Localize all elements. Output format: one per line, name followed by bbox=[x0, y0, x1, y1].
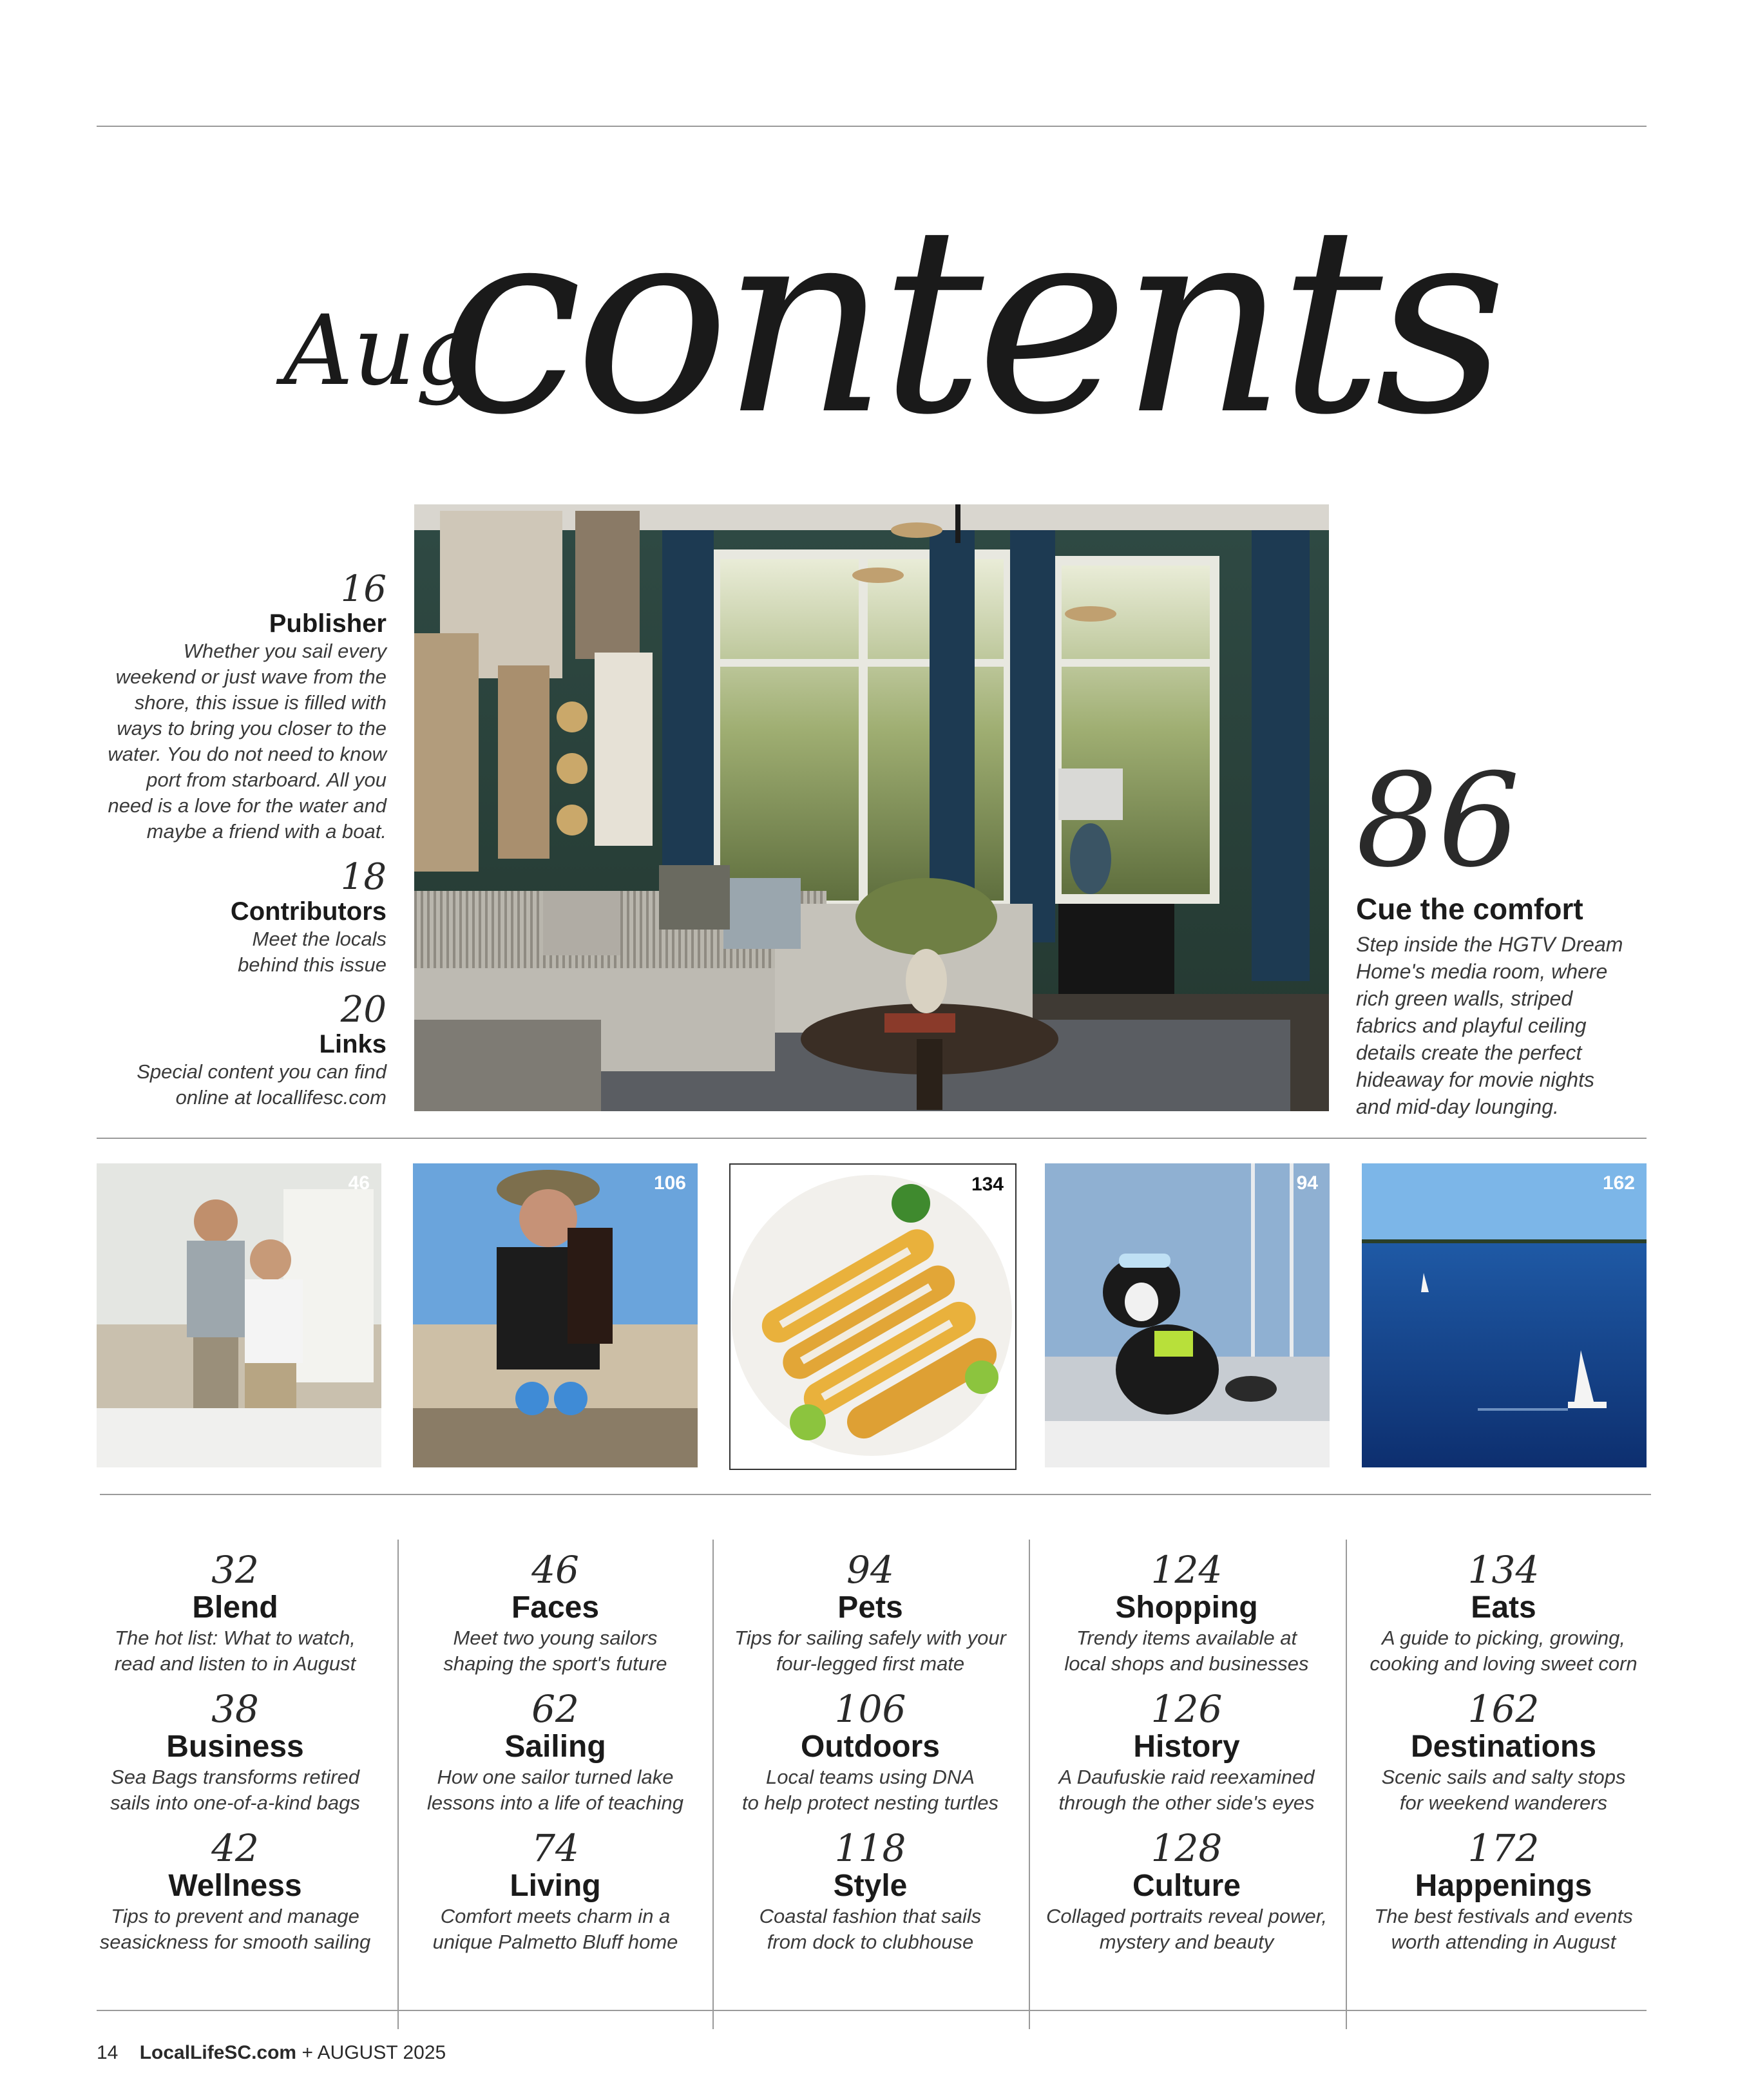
page-number: 118 bbox=[834, 1826, 906, 1870]
page-number: 128 bbox=[1151, 1826, 1223, 1870]
section-title: Wellness bbox=[168, 1869, 302, 1903]
section-description: Tips for sailing safely with your four-legged first mate bbox=[734, 1627, 1006, 1675]
page-footer bbox=[97, 2042, 446, 2064]
page-number: 20 bbox=[340, 989, 387, 1031]
page-number: 134 bbox=[1467, 1548, 1540, 1592]
page-number: 38 bbox=[211, 1687, 259, 1731]
footer-site-link[interactable]: LocalLifeSC.com bbox=[139, 2042, 297, 2063]
page-title: contents bbox=[438, 172, 1500, 472]
feature-description: Step inside the HGTV Dream Home's media room, where rich green walls, striped fabrics and playful ceiling details create the perfect hideaway for movie nights and mid-day lounging. bbox=[1356, 933, 1623, 1118]
toc-column-4 bbox=[1035, 1549, 1338, 1967]
feature-title: Cue the comfort bbox=[1356, 892, 1583, 926]
toc-item-pets[interactable] bbox=[719, 1549, 1022, 1688]
toc-column-5 bbox=[1352, 1549, 1655, 1967]
left-item-links[interactable] bbox=[84, 991, 387, 1111]
section-title: Publisher bbox=[269, 609, 387, 638]
section-title: History bbox=[1133, 1730, 1240, 1764]
thumb-page-number: 46 bbox=[348, 1172, 370, 1194]
thumb-page-number: 94 bbox=[1296, 1172, 1318, 1194]
section-description: Meet the locals behind this issue bbox=[238, 928, 387, 976]
section-title: Pets bbox=[837, 1590, 903, 1625]
page-number: 172 bbox=[1467, 1826, 1540, 1870]
toc-item-outdoors[interactable] bbox=[719, 1688, 1022, 1828]
section-title: Business bbox=[166, 1730, 304, 1764]
page-number: 32 bbox=[211, 1548, 259, 1592]
section-description: Sea Bags transforms retired sails into one-of-a-kind bags bbox=[110, 1766, 360, 1814]
toc-item-eats[interactable] bbox=[1352, 1549, 1655, 1688]
toc-item-history[interactable] bbox=[1035, 1688, 1338, 1828]
feature-bottom-rule bbox=[97, 1138, 1647, 1139]
section-title: Eats bbox=[1471, 1590, 1536, 1625]
thumbs-bottom-rule bbox=[100, 1494, 1651, 1495]
thumb-photo-sailing-dog[interactable] bbox=[1045, 1163, 1330, 1467]
toc-item-living[interactable] bbox=[404, 1828, 707, 1967]
toc-item-happenings[interactable] bbox=[1352, 1828, 1655, 1967]
thumb-photo-turtle-volunteer[interactable] bbox=[413, 1163, 698, 1467]
thumb-page-number: 162 bbox=[1602, 1172, 1635, 1194]
footer-page-number: 14 bbox=[97, 2042, 119, 2063]
toc-column-1 bbox=[84, 1549, 387, 1967]
section-description: How one sailor turned lake lessons into a life of teaching bbox=[426, 1766, 684, 1814]
section-title: Destinations bbox=[1410, 1730, 1597, 1764]
grid-divider-1 bbox=[397, 1540, 399, 2029]
section-description: Special content you can find online at locallifesc.com bbox=[137, 1060, 387, 1109]
toc-column-3 bbox=[719, 1549, 1022, 1967]
page-number: 162 bbox=[1467, 1687, 1540, 1731]
section-title: Shopping bbox=[1115, 1590, 1258, 1625]
section-title: Contributors bbox=[230, 897, 387, 926]
section-description: Whether you sail every weekend or just wave from the shore, this issue is filled with ways to bring you closer to the water. You do not need to know port from starboard. All you need is a love for the water and maybe a friend with a boat. bbox=[108, 640, 387, 843]
section-description: The hot list: What to watch, read and listen to in August bbox=[114, 1627, 356, 1675]
section-description: A guide to picking, growing, cooking and loving sweet corn bbox=[1370, 1627, 1638, 1675]
section-title: Blend bbox=[192, 1590, 278, 1625]
title-prefix: Aug bbox=[283, 295, 477, 407]
section-description: The best festivals and events worth attending in August bbox=[1374, 1905, 1633, 1953]
thumb-photo-young-sailors[interactable] bbox=[97, 1163, 381, 1467]
page-number: 62 bbox=[531, 1687, 579, 1731]
section-title: Faces bbox=[511, 1590, 600, 1625]
section-description: Scenic sails and salty stops for weekend wanderers bbox=[1381, 1766, 1626, 1814]
toc-item-destinations[interactable] bbox=[1352, 1688, 1655, 1828]
page-number: 46 bbox=[531, 1548, 579, 1592]
section-description: Trendy items available at local shops and businesses bbox=[1064, 1627, 1309, 1675]
section-title: Style bbox=[833, 1869, 908, 1903]
section-title: Culture bbox=[1132, 1869, 1241, 1903]
toc-item-style[interactable] bbox=[719, 1828, 1022, 1967]
thumb-page-number: 134 bbox=[971, 1174, 1004, 1195]
toc-item-blend[interactable] bbox=[84, 1549, 387, 1688]
page-number: 94 bbox=[846, 1548, 894, 1592]
section-description: Meet two young sailors shaping the sport's future bbox=[443, 1627, 667, 1675]
section-title: Links bbox=[319, 1030, 387, 1058]
section-title: Happenings bbox=[1415, 1869, 1592, 1903]
left-item-publisher[interactable] bbox=[84, 570, 387, 845]
toc-item-wellness[interactable] bbox=[84, 1828, 387, 1967]
feature-photo-living-room[interactable] bbox=[414, 504, 1329, 1111]
page-number: 42 bbox=[211, 1826, 259, 1870]
section-description: A Daufuskie raid reexamined through the other side's eyes bbox=[1058, 1766, 1315, 1814]
page-number: 16 bbox=[340, 568, 387, 610]
toc-item-culture[interactable] bbox=[1035, 1828, 1338, 1967]
section-title: Sailing bbox=[504, 1730, 606, 1764]
page-number: 126 bbox=[1151, 1687, 1223, 1731]
section-title: Outdoors bbox=[801, 1730, 940, 1764]
top-rule bbox=[97, 126, 1647, 127]
toc-item-business[interactable] bbox=[84, 1688, 387, 1828]
thumb-photo-sailboat-bay[interactable] bbox=[1362, 1163, 1647, 1467]
section-description: Comfort meets charm in a unique Palmetto Bluff home bbox=[432, 1905, 678, 1953]
section-title: Living bbox=[510, 1869, 601, 1903]
thumb-photo-street-corn[interactable] bbox=[729, 1163, 1017, 1470]
left-item-contributors[interactable] bbox=[84, 858, 387, 978]
section-description: Coastal fashion that sails from dock to clubhouse bbox=[759, 1905, 982, 1953]
page-number: 74 bbox=[531, 1826, 579, 1870]
footer-issue: AUGUST 2025 bbox=[317, 2042, 446, 2063]
grid-divider-3 bbox=[1029, 1540, 1030, 2029]
footer-separator: + bbox=[301, 2042, 313, 2063]
toc-item-faces[interactable] bbox=[404, 1549, 707, 1688]
page-number: 18 bbox=[340, 856, 387, 898]
grid-bottom-rule bbox=[97, 2010, 1647, 2011]
page-number: 124 bbox=[1151, 1548, 1223, 1592]
grid-divider-2 bbox=[712, 1540, 714, 2029]
section-description: Tips to prevent and manage seasickness for smooth sailing bbox=[99, 1905, 371, 1953]
feature-story[interactable] bbox=[1356, 746, 1665, 1120]
toc-item-shopping[interactable] bbox=[1035, 1549, 1338, 1688]
grid-divider-4 bbox=[1346, 1540, 1347, 2029]
thumb-page-number: 106 bbox=[653, 1172, 686, 1194]
feature-page-number: 86 bbox=[1356, 746, 1520, 896]
section-description: Local teams using DNA to help protect nesting turtles bbox=[741, 1766, 999, 1814]
section-description: Collaged portraits reveal power, mystery and beauty bbox=[1046, 1905, 1327, 1953]
toc-item-sailing[interactable] bbox=[404, 1688, 707, 1828]
toc-column-2 bbox=[404, 1549, 707, 1967]
page-number: 106 bbox=[834, 1687, 906, 1731]
